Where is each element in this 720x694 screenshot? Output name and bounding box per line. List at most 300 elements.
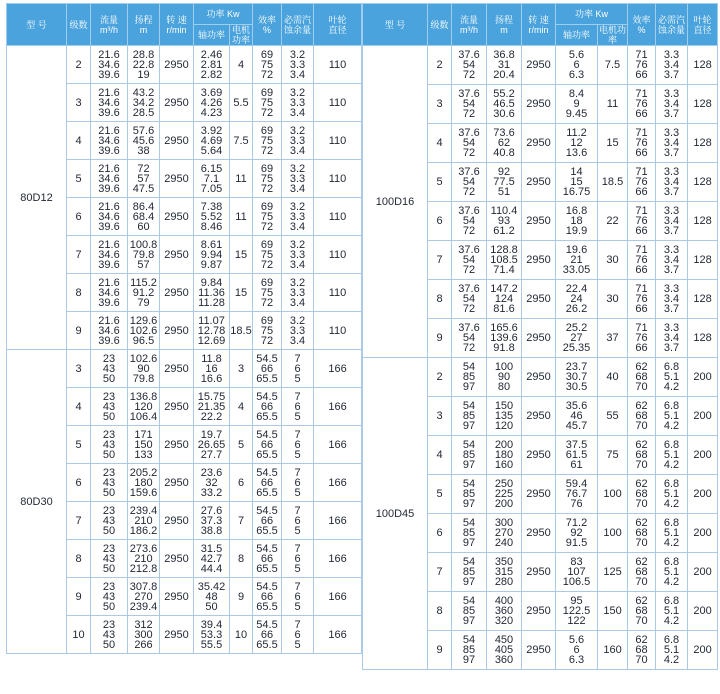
shaft-power-cell: 8.4 9 9.45 xyxy=(556,85,598,124)
npsh-cell: 7 6 5 xyxy=(282,578,314,616)
impeller-cell: 200 xyxy=(688,436,718,475)
stages-cell: 7 xyxy=(428,241,452,280)
header-motor-power: 电机功率 xyxy=(599,25,627,45)
head-cell: 205.2 180 159.6 xyxy=(128,464,160,502)
flow-cell: 23 43 50 xyxy=(91,426,128,464)
efficiency-cell: 54.5 66 65.5 xyxy=(253,502,282,540)
head-cell: 312 300 266 xyxy=(128,616,160,654)
flow-cell: 54 85 97 xyxy=(452,475,487,514)
impeller-cell: 200 xyxy=(688,358,718,397)
speed-cell: 2950 xyxy=(160,236,194,274)
impeller-cell: 128 xyxy=(688,202,718,241)
stages-cell: 5 xyxy=(428,475,452,514)
flow-cell: 54 85 97 xyxy=(452,397,487,436)
shaft-power-cell: 8.61 9.94 9.87 xyxy=(194,236,230,274)
efficiency-cell: 54.5 66 65.5 xyxy=(253,540,282,578)
header-flow: 流量 m³/h xyxy=(452,4,487,46)
efficiency-cell: 62 68 70 xyxy=(628,553,656,592)
stages-cell: 8 xyxy=(67,540,91,578)
motor-power-cell: 10 xyxy=(230,616,253,654)
motor-power-cell: 22 xyxy=(598,202,628,241)
speed-cell: 2950 xyxy=(160,578,194,616)
stages-cell: 8 xyxy=(428,592,452,631)
stages-cell: 9 xyxy=(67,312,91,350)
stages-cell: 7 xyxy=(67,502,91,540)
shaft-power-cell: 2.46 2.81 2.82 xyxy=(194,46,230,84)
motor-power-cell: 7.5 xyxy=(230,122,253,160)
efficiency-cell: 69 75 72 xyxy=(253,84,282,122)
motor-power-cell: 8 xyxy=(230,540,253,578)
flow-cell: 37.6 54 72 xyxy=(452,241,487,280)
impeller-cell: 200 xyxy=(688,397,718,436)
speed-cell: 2950 xyxy=(522,514,556,553)
table-row xyxy=(7,350,362,388)
pump-spec-table-right xyxy=(362,3,717,691)
header-speed: 转 速 r/min xyxy=(160,4,194,46)
motor-power-cell: 37 xyxy=(598,319,628,358)
head-cell: 28.8 22.8 19 xyxy=(128,46,160,84)
speed-cell: 2950 xyxy=(160,274,194,312)
efficiency-cell: 69 75 72 xyxy=(253,122,282,160)
efficiency-cell: 71 76 66 xyxy=(628,85,656,124)
stages-cell: 5 xyxy=(428,163,452,202)
head-cell: 239.4 210 186.2 xyxy=(128,502,160,540)
motor-power-cell: 15 xyxy=(230,236,253,274)
stages-cell: 9 xyxy=(67,578,91,616)
shaft-power-cell: 14 15 16.75 xyxy=(556,163,598,202)
motor-power-cell: 15 xyxy=(598,124,628,163)
npsh-cell: 3.3 3.4 3.7 xyxy=(656,85,688,124)
shaft-power-cell: 15.75 21.35 22.2 xyxy=(194,388,230,426)
motor-power-cell: 4 xyxy=(230,388,253,426)
npsh-cell: 3.2 3.3 3.4 xyxy=(282,46,314,84)
head-cell: 147.2 124 81.6 xyxy=(487,280,522,319)
efficiency-cell: 62 68 70 xyxy=(628,475,656,514)
motor-power-cell: 18.5 xyxy=(598,163,628,202)
impeller-cell: 128 xyxy=(688,85,718,124)
stages-cell: 4 xyxy=(67,122,91,160)
impeller-cell: 110 xyxy=(314,84,362,122)
shaft-power-cell: 59.4 76.7 76 xyxy=(556,475,598,514)
speed-cell: 2950 xyxy=(160,464,194,502)
impeller-cell: 110 xyxy=(314,160,362,198)
header-impeller: 叶轮 直径 xyxy=(314,4,362,46)
flow-cell: 37.6 54 72 xyxy=(452,124,487,163)
npsh-cell: 7 6 5 xyxy=(282,616,314,654)
npsh-cell: 6.8 5.1 4.2 xyxy=(656,592,688,631)
speed-cell: 2950 xyxy=(522,436,556,475)
shaft-power-cell: 25.2 27 25.35 xyxy=(556,319,598,358)
shaft-power-cell: 83 107 106.5 xyxy=(556,553,598,592)
head-cell: 350 315 280 xyxy=(487,553,522,592)
efficiency-cell: 69 75 72 xyxy=(253,236,282,274)
header-model: 型 号 xyxy=(363,4,428,46)
speed-cell: 2950 xyxy=(522,631,556,670)
impeller-cell: 200 xyxy=(688,475,718,514)
speed-cell: 2950 xyxy=(160,426,194,464)
efficiency-cell: 62 68 70 xyxy=(628,514,656,553)
efficiency-cell: 71 76 66 xyxy=(628,124,656,163)
npsh-cell: 7 6 5 xyxy=(282,464,314,502)
shaft-power-cell: 23.6 32 33.2 xyxy=(194,464,230,502)
npsh-cell: 3.3 3.4 3.7 xyxy=(656,241,688,280)
flow-cell: 54 85 97 xyxy=(452,436,487,475)
stages-cell: 6 xyxy=(67,464,91,502)
head-cell: 136.8 120 106.4 xyxy=(128,388,160,426)
flow-cell: 37.6 54 72 xyxy=(452,280,487,319)
stages-cell: 6 xyxy=(428,202,452,241)
efficiency-cell: 54.5 66 65.5 xyxy=(253,350,282,388)
npsh-cell: 6.8 5.1 4.2 xyxy=(656,514,688,553)
efficiency-cell: 71 76 66 xyxy=(628,202,656,241)
table-row xyxy=(363,358,718,397)
npsh-cell: 7 6 5 xyxy=(282,502,314,540)
efficiency-cell: 69 75 72 xyxy=(253,274,282,312)
header-head: 扬程 m xyxy=(487,4,522,46)
npsh-cell: 6.8 5.1 4.2 xyxy=(656,553,688,592)
shaft-power-cell: 39.4 53.3 55.5 xyxy=(194,616,230,654)
header-npsh: 必需汽 蚀余量 xyxy=(282,4,314,46)
flow-cell: 54 85 97 xyxy=(452,514,487,553)
spec-table xyxy=(6,3,362,654)
stages-cell: 9 xyxy=(428,631,452,670)
model-cell: 80D12 xyxy=(7,46,67,350)
shaft-power-cell: 11.8 16 16.6 xyxy=(194,350,230,388)
flow-cell: 21.6 34.6 39.6 xyxy=(91,198,128,236)
speed-cell: 2950 xyxy=(160,388,194,426)
speed-cell: 2950 xyxy=(160,350,194,388)
efficiency-cell: 54.5 66 65.5 xyxy=(253,616,282,654)
motor-power-cell: 11 xyxy=(230,198,253,236)
head-cell: 165.6 139.6 91.8 xyxy=(487,319,522,358)
speed-cell: 2950 xyxy=(160,616,194,654)
impeller-cell: 200 xyxy=(688,553,718,592)
head-cell: 171 150 133 xyxy=(128,426,160,464)
flow-cell: 37.6 54 72 xyxy=(452,202,487,241)
efficiency-cell: 69 75 72 xyxy=(253,198,282,236)
shaft-power-cell: 19.7 26.65 27.7 xyxy=(194,426,230,464)
efficiency-cell: 69 75 72 xyxy=(253,46,282,84)
head-cell: 115.2 91.2 79 xyxy=(128,274,160,312)
motor-power-cell: 18.5 xyxy=(230,312,253,350)
head-cell: 110.4 93 61.2 xyxy=(487,202,522,241)
speed-cell: 2950 xyxy=(160,312,194,350)
flow-cell: 37.6 54 72 xyxy=(452,46,487,85)
npsh-cell: 7 6 5 xyxy=(282,388,314,426)
motor-power-cell: 9 xyxy=(230,578,253,616)
impeller-cell: 128 xyxy=(688,319,718,358)
motor-power-cell: 5.5 xyxy=(230,84,253,122)
head-cell: 129.6 102.6 96.5 xyxy=(128,312,160,350)
motor-power-cell: 125 xyxy=(598,553,628,592)
header-flow: 流量 m³/h xyxy=(91,4,128,46)
efficiency-cell: 69 75 72 xyxy=(253,312,282,350)
head-cell: 102.6 90 79.8 xyxy=(128,350,160,388)
npsh-cell: 6.8 5.1 4.2 xyxy=(656,436,688,475)
impeller-cell: 200 xyxy=(688,514,718,553)
flow-cell: 54 85 97 xyxy=(452,592,487,631)
efficiency-cell: 54.5 66 65.5 xyxy=(253,426,282,464)
npsh-cell: 3.2 3.3 3.4 xyxy=(282,160,314,198)
header-shaft-power: 轴功率 xyxy=(194,25,230,46)
head-cell: 57.6 45.6 38 xyxy=(128,122,160,160)
impeller-cell: 200 xyxy=(688,631,718,670)
impeller-cell: 128 xyxy=(688,241,718,280)
shaft-power-cell: 23.7 30.7 30.5 xyxy=(556,358,598,397)
shaft-power-cell: 37.5 61.5 61 xyxy=(556,436,598,475)
header-power: 功率 Kw xyxy=(194,4,253,25)
stages-cell: 4 xyxy=(428,124,452,163)
flow-cell: 21.6 34.6 39.6 xyxy=(91,236,128,274)
npsh-cell: 3.2 3.3 3.4 xyxy=(282,198,314,236)
impeller-cell: 166 xyxy=(314,388,362,426)
stages-cell: 2 xyxy=(67,46,91,84)
speed-cell: 2950 xyxy=(522,280,556,319)
head-cell: 150 135 120 xyxy=(487,397,522,436)
table-row xyxy=(7,46,362,84)
flow-cell: 23 43 50 xyxy=(91,502,128,540)
head-cell: 72 57 47.5 xyxy=(128,160,160,198)
motor-power-cell: 75 xyxy=(598,436,628,475)
shaft-power-cell: 35.6 46 45.7 xyxy=(556,397,598,436)
header-power: 功率 Kw xyxy=(556,4,628,25)
head-cell: 300 270 240 xyxy=(487,514,522,553)
efficiency-cell: 62 68 70 xyxy=(628,436,656,475)
npsh-cell: 3.2 3.3 3.4 xyxy=(282,122,314,160)
flow-cell: 23 43 50 xyxy=(91,350,128,388)
efficiency-cell: 54.5 66 65.5 xyxy=(253,464,282,502)
stages-cell: 4 xyxy=(67,388,91,426)
head-cell: 43.2 34.2 28.5 xyxy=(128,84,160,122)
impeller-cell: 128 xyxy=(688,280,718,319)
motor-power-cell: 7.5 xyxy=(598,46,628,85)
shaft-power-cell: 11.07 12.78 12.69 xyxy=(194,312,230,350)
motor-power-cell: 7 xyxy=(230,502,253,540)
speed-cell: 2950 xyxy=(522,319,556,358)
speed-cell: 2950 xyxy=(160,122,194,160)
npsh-cell: 7 6 5 xyxy=(282,350,314,388)
npsh-cell: 7 6 5 xyxy=(282,540,314,578)
flow-cell: 23 43 50 xyxy=(91,578,128,616)
stages-cell: 2 xyxy=(428,358,452,397)
model-cell: 80D30 xyxy=(7,350,67,654)
impeller-cell: 110 xyxy=(314,236,362,274)
speed-cell: 2950 xyxy=(522,202,556,241)
model-cell: 100D16 xyxy=(363,46,428,358)
stages-cell: 3 xyxy=(67,84,91,122)
motor-power-cell: 3 xyxy=(230,350,253,388)
head-cell: 100 90 80 xyxy=(487,358,522,397)
npsh-cell: 6.8 5.1 4.2 xyxy=(656,397,688,436)
speed-cell: 2950 xyxy=(522,85,556,124)
efficiency-cell: 69 75 72 xyxy=(253,160,282,198)
motor-power-cell: 5 xyxy=(230,426,253,464)
header-efficiency: 效率 % xyxy=(628,4,656,46)
impeller-cell: 166 xyxy=(314,616,362,654)
stages-cell: 4 xyxy=(428,436,452,475)
speed-cell: 2950 xyxy=(522,592,556,631)
stages-cell: 2 xyxy=(428,46,452,85)
flow-cell: 37.6 54 72 xyxy=(452,85,487,124)
head-cell: 92 77.5 51 xyxy=(487,163,522,202)
stages-cell: 7 xyxy=(428,553,452,592)
shaft-power-cell: 5.6 6 6.3 xyxy=(556,46,598,85)
speed-cell: 2950 xyxy=(160,198,194,236)
motor-power-cell: 160 xyxy=(598,631,628,670)
speed-cell: 2950 xyxy=(160,502,194,540)
speed-cell: 2950 xyxy=(160,84,194,122)
efficiency-cell: 62 68 70 xyxy=(628,397,656,436)
motor-power-cell: 30 xyxy=(598,241,628,280)
shaft-power-cell: 71.2 92 91.5 xyxy=(556,514,598,553)
table-row xyxy=(363,46,718,85)
efficiency-cell: 62 68 70 xyxy=(628,592,656,631)
shaft-power-cell: 7.38 5.52 8.46 xyxy=(194,198,230,236)
npsh-cell: 3.3 3.4 3.7 xyxy=(656,46,688,85)
efficiency-cell: 62 68 70 xyxy=(628,358,656,397)
shaft-power-cell: 11.2 12 13.6 xyxy=(556,124,598,163)
flow-cell: 21.6 34.6 39.6 xyxy=(91,46,128,84)
header-stages: 级数 xyxy=(67,4,91,46)
motor-power-cell: 11 xyxy=(230,160,253,198)
speed-cell: 2950 xyxy=(160,160,194,198)
head-cell: 36.8 31 20.4 xyxy=(487,46,522,85)
shaft-power-cell: 16.8 18 19.9 xyxy=(556,202,598,241)
stages-cell: 3 xyxy=(428,397,452,436)
npsh-cell: 3.3 3.4 3.7 xyxy=(656,319,688,358)
stages-cell: 5 xyxy=(67,426,91,464)
stages-cell: 5 xyxy=(67,160,91,198)
speed-cell: 2950 xyxy=(522,241,556,280)
shaft-power-cell: 3.92 4.69 5.64 xyxy=(194,122,230,160)
efficiency-cell: 54.5 66 65.5 xyxy=(253,578,282,616)
efficiency-cell: 71 76 66 xyxy=(628,319,656,358)
motor-power-cell: 30 xyxy=(598,280,628,319)
flow-cell: 23 43 50 xyxy=(91,388,128,426)
shaft-power-cell: 9.84 11.36 11.28 xyxy=(194,274,230,312)
speed-cell: 2950 xyxy=(160,46,194,84)
npsh-cell: 3.2 3.3 3.4 xyxy=(282,236,314,274)
flow-cell: 37.6 54 72 xyxy=(452,319,487,358)
npsh-cell: 6.8 5.1 4.2 xyxy=(656,358,688,397)
header-impeller: 叶轮 直径 xyxy=(688,4,718,46)
flow-cell: 23 43 50 xyxy=(91,540,128,578)
shaft-power-cell: 3.69 4.26 4.23 xyxy=(194,84,230,122)
impeller-cell: 110 xyxy=(314,122,362,160)
motor-power-cell: 150 xyxy=(598,592,628,631)
impeller-cell: 166 xyxy=(314,502,362,540)
shaft-power-cell: 31.5 42.7 44.4 xyxy=(194,540,230,578)
npsh-cell: 3.3 3.4 3.7 xyxy=(656,202,688,241)
impeller-cell: 128 xyxy=(688,46,718,85)
pump-spec-table-left xyxy=(6,3,361,691)
speed-cell: 2950 xyxy=(522,124,556,163)
impeller-cell: 110 xyxy=(314,312,362,350)
impeller-cell: 166 xyxy=(314,350,362,388)
head-cell: 400 360 320 xyxy=(487,592,522,631)
head-cell: 86.4 68.4 60 xyxy=(128,198,160,236)
efficiency-cell: 71 76 66 xyxy=(628,241,656,280)
shaft-power-cell: 35.42 48 50 xyxy=(194,578,230,616)
model-cell: 100D45 xyxy=(363,358,428,670)
spec-table xyxy=(362,3,718,670)
flow-cell: 54 85 97 xyxy=(452,553,487,592)
stages-cell: 9 xyxy=(428,319,452,358)
impeller-cell: 128 xyxy=(688,163,718,202)
efficiency-cell: 71 76 66 xyxy=(628,46,656,85)
stages-cell: 10 xyxy=(67,616,91,654)
impeller-cell: 110 xyxy=(314,274,362,312)
flow-cell: 54 85 97 xyxy=(452,631,487,670)
flow-cell: 54 85 97 xyxy=(452,358,487,397)
motor-power-cell: 11 xyxy=(598,85,628,124)
impeller-cell: 166 xyxy=(314,464,362,502)
speed-cell: 2950 xyxy=(522,397,556,436)
header-speed: 转 速 r/min xyxy=(522,4,556,46)
npsh-cell: 6.8 5.1 4.2 xyxy=(656,475,688,514)
speed-cell: 2950 xyxy=(522,46,556,85)
header-shaft-power: 轴功率 xyxy=(556,25,598,46)
flow-cell: 21.6 34.6 39.6 xyxy=(91,84,128,122)
speed-cell: 2950 xyxy=(522,163,556,202)
npsh-cell: 7 6 5 xyxy=(282,426,314,464)
flow-cell: 21.6 34.6 39.6 xyxy=(91,274,128,312)
shaft-power-cell: 27.6 37.3 38.8 xyxy=(194,502,230,540)
flow-cell: 21.6 34.6 39.6 xyxy=(91,122,128,160)
npsh-cell: 3.2 3.3 3.4 xyxy=(282,84,314,122)
efficiency-cell: 62 68 70 xyxy=(628,631,656,670)
npsh-cell: 3.3 3.4 3.7 xyxy=(656,163,688,202)
header-efficiency: 效率 % xyxy=(253,4,282,46)
npsh-cell: 6.8 5.1 4.2 xyxy=(656,631,688,670)
npsh-cell: 3.2 3.3 3.4 xyxy=(282,312,314,350)
stages-cell: 7 xyxy=(67,236,91,274)
efficiency-cell: 54.5 66 65.5 xyxy=(253,388,282,426)
flow-cell: 21.6 34.6 39.6 xyxy=(91,312,128,350)
head-cell: 273.6 210 212.8 xyxy=(128,540,160,578)
header-stages: 级数 xyxy=(428,4,452,46)
speed-cell: 2950 xyxy=(522,553,556,592)
shaft-power-cell: 95 122.5 122 xyxy=(556,592,598,631)
impeller-cell: 110 xyxy=(314,198,362,236)
npsh-cell: 3.3 3.4 3.7 xyxy=(656,124,688,163)
speed-cell: 2950 xyxy=(522,475,556,514)
stages-cell: 8 xyxy=(428,280,452,319)
speed-cell: 2950 xyxy=(160,540,194,578)
head-cell: 307.8 270 239.4 xyxy=(128,578,160,616)
impeller-cell: 166 xyxy=(314,578,362,616)
npsh-cell: 3.2 3.3 3.4 xyxy=(282,274,314,312)
stages-cell: 8 xyxy=(67,274,91,312)
stages-cell: 6 xyxy=(67,198,91,236)
efficiency-cell: 71 76 66 xyxy=(628,163,656,202)
motor-power-cell: 100 xyxy=(598,514,628,553)
flow-cell: 37.6 54 72 xyxy=(452,163,487,202)
head-cell: 250 225 200 xyxy=(487,475,522,514)
impeller-cell: 166 xyxy=(314,540,362,578)
shaft-power-cell: 6.15 7.1 7.05 xyxy=(194,160,230,198)
shaft-power-cell: 5.6 6 6.3 xyxy=(556,631,598,670)
head-cell: 128.8 108.5 71.4 xyxy=(487,241,522,280)
impeller-cell: 166 xyxy=(314,426,362,464)
head-cell: 200 180 160 xyxy=(487,436,522,475)
efficiency-cell: 71 76 66 xyxy=(628,280,656,319)
header-npsh: 必需汽 蚀余量 xyxy=(656,4,688,46)
header-model: 型 号 xyxy=(7,4,67,46)
head-cell: 73.6 62 40.8 xyxy=(487,124,522,163)
impeller-cell: 128 xyxy=(688,124,718,163)
head-cell: 450 405 360 xyxy=(487,631,522,670)
